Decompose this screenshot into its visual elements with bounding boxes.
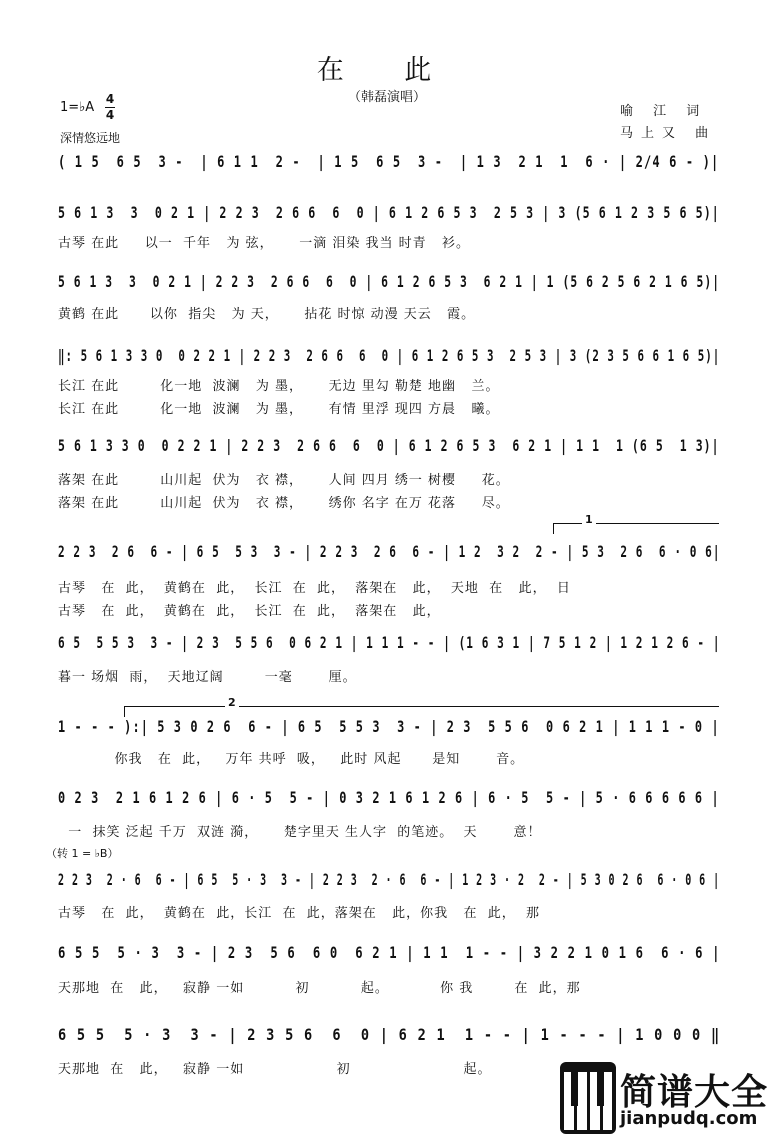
notation-row: 5 6 1 3 3 0 2 1 | 2 2 3 2 6 6 6 0 | 6 1 2 6 5 3 6 2 1 | 1 (5 6 2 5 6 2 1 6 5)| — [58, 272, 721, 291]
notation-row: ‖: 5 6 1 3 3 0 0 2 2 1 | 2 2 3 2 6 6 6 0 | 6 1 2 6 5 3 2 5 3 | 3 (2 3 5 6 6 1 6 5)| — [58, 346, 721, 365]
watermark-url: jianpudq.com — [620, 1108, 758, 1129]
volta-number-2: 2 — [225, 696, 239, 709]
key-change-marking: （转 1 = ♭B） — [46, 847, 119, 860]
tempo-marking: 深情悠远地 — [60, 131, 121, 145]
lyric-line: 古琴 在此 以一 千年 为 弦， 一滴 泪染 我当 时青 衫。 — [58, 236, 471, 251]
volta-number-1: 1 — [582, 513, 596, 526]
lyric-line: 古琴 在 此， 黄鹤在 此，长江 在 此，落架在 此，你我 在 此， 那 — [58, 906, 541, 921]
watermark-brand: 简谱大全 — [620, 1072, 769, 1113]
lyric-line: 落架 在此 山川起 伏为 衣 襟， 绣你 名字 在万 花落 尽。 — [58, 496, 510, 511]
lyric-line: 一 抹笑 泛起 千万 双涟 漪， 楚字里天 生人字 的笔迹。 天 意！ — [58, 825, 542, 840]
piano-keys-logo — [560, 1062, 616, 1134]
lyric-line: 你我 在 此， 万年 共呼 吸， 此时 风起 是知 音。 — [58, 752, 525, 767]
lyric-line: 古琴 在 此， 黄鹤在 此， 长江 在 此， 落架在 此， 天地 在 此， 日 — [58, 581, 571, 596]
page-title: 在 此 — [316, 55, 458, 86]
lyric-line: 古琴 在 此， 黄鹤在 此， 长江 在 此， 落架在 此， — [58, 604, 441, 619]
notation-row: 2 2 3 2 6 6 - | 6 5 5 3 3 - | 2 2 3 2 6 6 - | 1 2 3 2 2 - | 5 3 2 6 6 · 0 6| — [58, 542, 721, 561]
notation-row: 6 5 5 5 · 3 3 - | 2 3 5 6 6 0 6 2 1 | 1 1 1 - - | 3 2 2 1 0 1 6 6 · 6 | — [58, 943, 721, 962]
notation-row: ( 1 5 6 5 3 - | 6 1 1 2 - | 1 5 6 5 3 - | 1 3 2 1 1 6 · | 2/4 6 - )| — [58, 152, 720, 171]
performer-subtitle: （韩磊演唱） — [347, 90, 426, 105]
notation-row: 1 - - - ):| 5 3 0 2 6 6 - | 6 5 5 5 3 3 - | 2 3 5 5 6 0 6 2 1 | 1 1 1 - 0 | — [58, 717, 720, 736]
key-signature: 1=♭A — [60, 100, 95, 115]
notation-row: 0 2 3 2 1 6 1 2 6 | 6 · 5 5 - | 0 3 2 1 6 1 2 6 | 6 · 5 5 - | 5 · 6 6 6 6 6 | — [58, 788, 720, 807]
time-signature — [105, 93, 115, 122]
notation-row: 6 5 5 5 3 3 - | 2 3 5 5 6 0 6 2 1 | 1 1 1 - - | (1 6 3 1 | 7 5 1 2 | 1 2 1 2 6 - | — [58, 633, 721, 652]
notation-row: 6 5 5 5 · 3 3 - | 2 3 5 6 6 0 | 6 2 1 1 - - | 1 - - - | 1 0 0 0 ‖ — [58, 1025, 721, 1044]
lyric-line: 天那地 在 此， 寂静 一如 初 起。 你 我 在 此，那 — [58, 981, 581, 996]
notation-row: 5 6 1 3 3 0 0 2 2 1 | 2 2 3 2 6 6 6 0 | 6 1 2 6 5 3 6 2 1 | 1 1 1 (6 5 1 3)| — [58, 436, 720, 455]
meter-denominator: 4 — [105, 108, 115, 122]
volta-bracket-2 — [124, 696, 719, 717]
notation-row: 2 2 3 2 · 6 6 - | 6 5 5 · 3 3 - | 2 2 3 2 · 6 6 - | 1 2 3 · 2 2 - | 5 3 0 2 6 6 · 0 6 | — [58, 870, 721, 889]
lyric-line: 天那地 在 此， 寂静 一如 初 起。 — [58, 1062, 492, 1077]
notation-row: 5 6 1 3 3 0 2 1 | 2 2 3 2 6 6 6 0 | 6 1 2 6 5 3 2 5 3 | 3 (5 6 1 2 3 5 6 5)| — [58, 203, 720, 222]
lyric-line: 长江 在此 化一地 波澜 为 墨， 有情 里浮 现四 方晨 曦。 — [58, 402, 500, 417]
composer-credit: 马上又 曲 — [620, 126, 717, 141]
lyric-line: 落架 在此 山川起 伏为 衣 襟， 人间 四月 绣一 树樱 花。 — [58, 473, 510, 488]
lyricist-credit: 喻 江 词 — [620, 104, 708, 119]
lyric-line: 黄鹤 在此 以你 指尖 为 天， 拈花 时惊 动漫 天云 霞。 — [58, 307, 476, 322]
lyric-line: 长江 在此 化一地 波澜 为 墨， 无边 里勾 勒楚 地幽 兰。 — [58, 379, 500, 394]
volta-bracket-1 — [553, 513, 719, 534]
meter-numerator: 4 — [105, 92, 115, 106]
lyric-line: 暮一 场烟 雨， 天地辽阔 一毫 厘。 — [58, 670, 357, 685]
